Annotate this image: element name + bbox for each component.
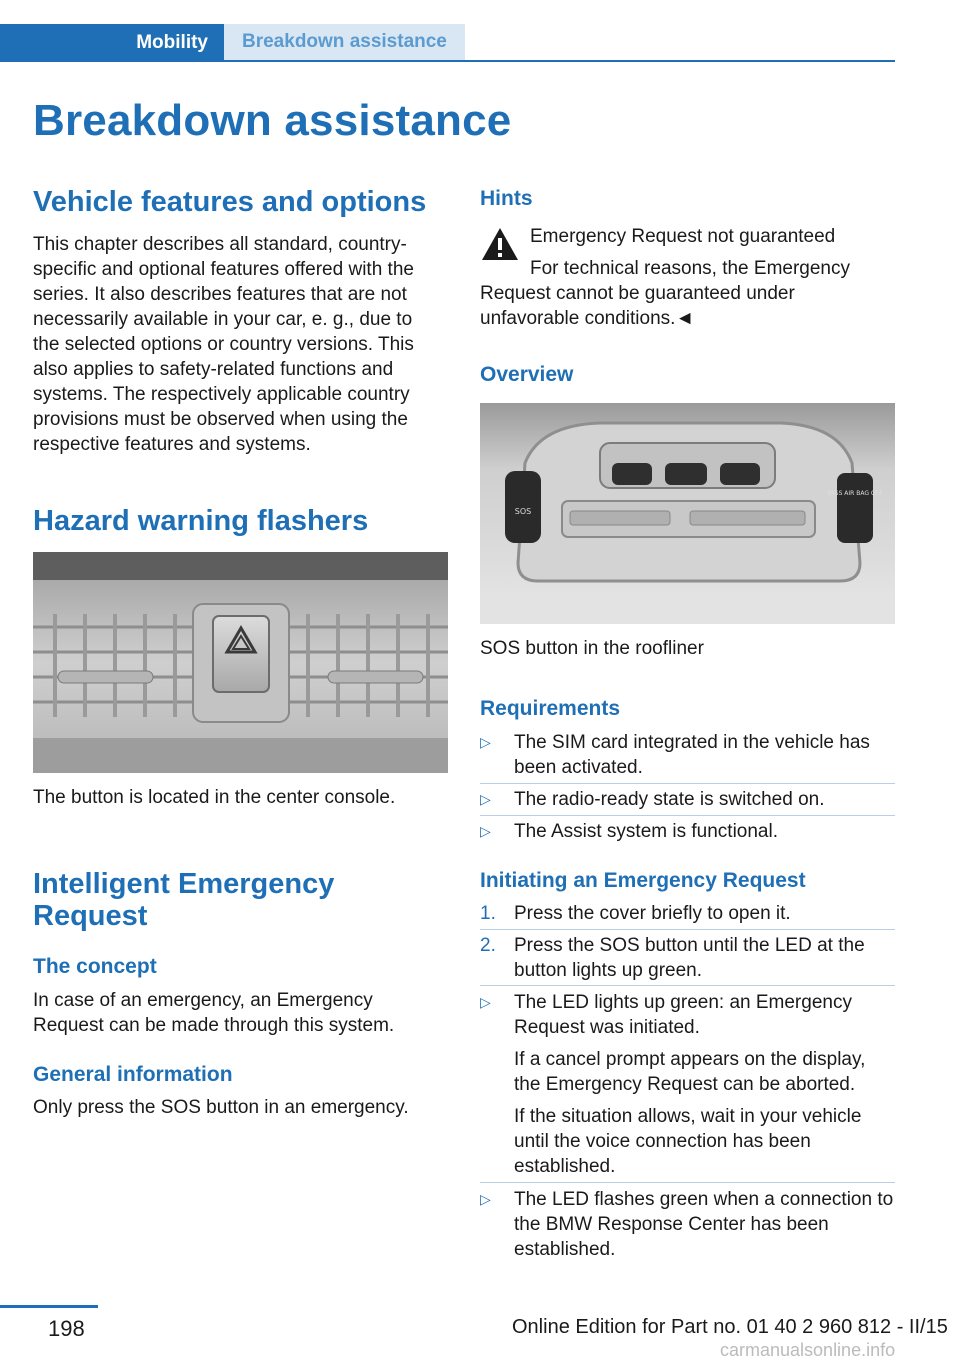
- warning-body: For technical reasons, the Emergency Request cannot be guaranteed under unfavorable conditions.◄: [480, 258, 850, 329]
- initiating-heading: Initiating an Emergency Request: [480, 869, 806, 892]
- warning-box: [480, 222, 895, 332]
- general-info-body: Only press the SOS button in an emergency.: [33, 1097, 409, 1118]
- hazard-button-photo: [33, 552, 448, 773]
- concept-heading: The concept: [33, 955, 157, 978]
- emergency-heading: Intelligent Emergency Request: [33, 868, 335, 932]
- step-text: Press the cover briefly to open it.: [514, 903, 791, 924]
- result-note: If a cancel prompt appears on the display, the Emergency Request can be aborted.: [514, 1049, 866, 1095]
- triangle-right-icon: ▷: [480, 994, 491, 1010]
- concept-body: In case of an emergency, an Emergency Request can be made through this system.: [33, 990, 395, 1036]
- edition-text: Online Edition for Part no. 01 40 2 960 812 - II/15: [512, 1316, 948, 1338]
- vehicle-features-heading: Vehicle features and options: [33, 186, 427, 218]
- hazard-caption: The button is located in the center console.: [33, 787, 396, 808]
- result-text: The LED lights up green: an Emergency Request was initiated.: [514, 992, 852, 1038]
- list-item: [480, 901, 895, 929]
- requirement-text: The SIM card integrated in the vehicle has been activated.: [514, 732, 870, 778]
- sos-roofliner-photo: [480, 403, 895, 624]
- warning-title: Emergency Request not guaranteed: [530, 226, 836, 247]
- step-number: 2.: [480, 935, 496, 956]
- header-rule: [0, 60, 895, 62]
- list-item: [480, 990, 895, 1190]
- triangle-right-icon: ▷: [480, 791, 491, 807]
- result-text: The LED flashes green when a connection to the BMW Response Center has been established.: [514, 1189, 894, 1260]
- page-number: 198: [48, 1316, 85, 1341]
- list-item: [480, 819, 895, 847]
- footer-rule: [0, 1305, 98, 1308]
- roofliner-illustration: [480, 403, 895, 624]
- requirements-heading: Requirements: [480, 697, 621, 720]
- overview-heading: Overview: [480, 363, 574, 386]
- general-info-heading: General information: [33, 1063, 233, 1086]
- hazard-heading: Hazard warning flashers: [33, 505, 369, 537]
- page-title: Breakdown assistance: [33, 96, 512, 145]
- hints-heading: Hints: [480, 187, 533, 210]
- page-header: [0, 24, 895, 62]
- triangle-right-icon: ▷: [480, 734, 491, 750]
- list-item: [480, 787, 895, 815]
- watermark: carmanualsonline.info: [720, 1340, 896, 1360]
- airbag-label: PASS AIR BAG OFF: [827, 490, 883, 497]
- list-separator: [480, 985, 895, 986]
- result-note: If the situation allows, wait in your vehicle until the voice connection has been established.: [514, 1106, 862, 1177]
- sos-label: SOS: [514, 507, 532, 516]
- triangle-right-icon: ▷: [480, 823, 491, 839]
- list-separator: [480, 815, 895, 816]
- vehicle-features-body: This chapter describes all standard, country-specific and optional features offered with the series. It also describes features that are not necessarily available in your car, e. g., due to the selected options or country versions. This also applies to safety-related functions and systems. The respectively applicable country provisions must be observed when using the respective features and systems.: [33, 234, 414, 455]
- step-text: Press the SOS button until the LED at the button lights up green.: [514, 935, 865, 981]
- step-number: 1.: [480, 903, 496, 924]
- list-separator: [480, 1182, 895, 1183]
- triangle-right-icon: ▷: [480, 1191, 491, 1207]
- list-item: [480, 1187, 895, 1265]
- chapter-tab[interactable]: Mobility: [0, 24, 224, 62]
- section-tab[interactable]: Breakdown assistance: [224, 24, 465, 60]
- requirement-text: The Assist system is functional.: [514, 821, 778, 842]
- list-item: [480, 933, 895, 985]
- list-item: [480, 730, 895, 782]
- hazard-console-illustration: [33, 552, 448, 773]
- list-separator: [480, 929, 895, 930]
- list-separator: [480, 783, 895, 784]
- requirement-text: The radio-ready state is switched on.: [514, 789, 825, 810]
- overview-caption: SOS button in the roofliner: [480, 638, 704, 659]
